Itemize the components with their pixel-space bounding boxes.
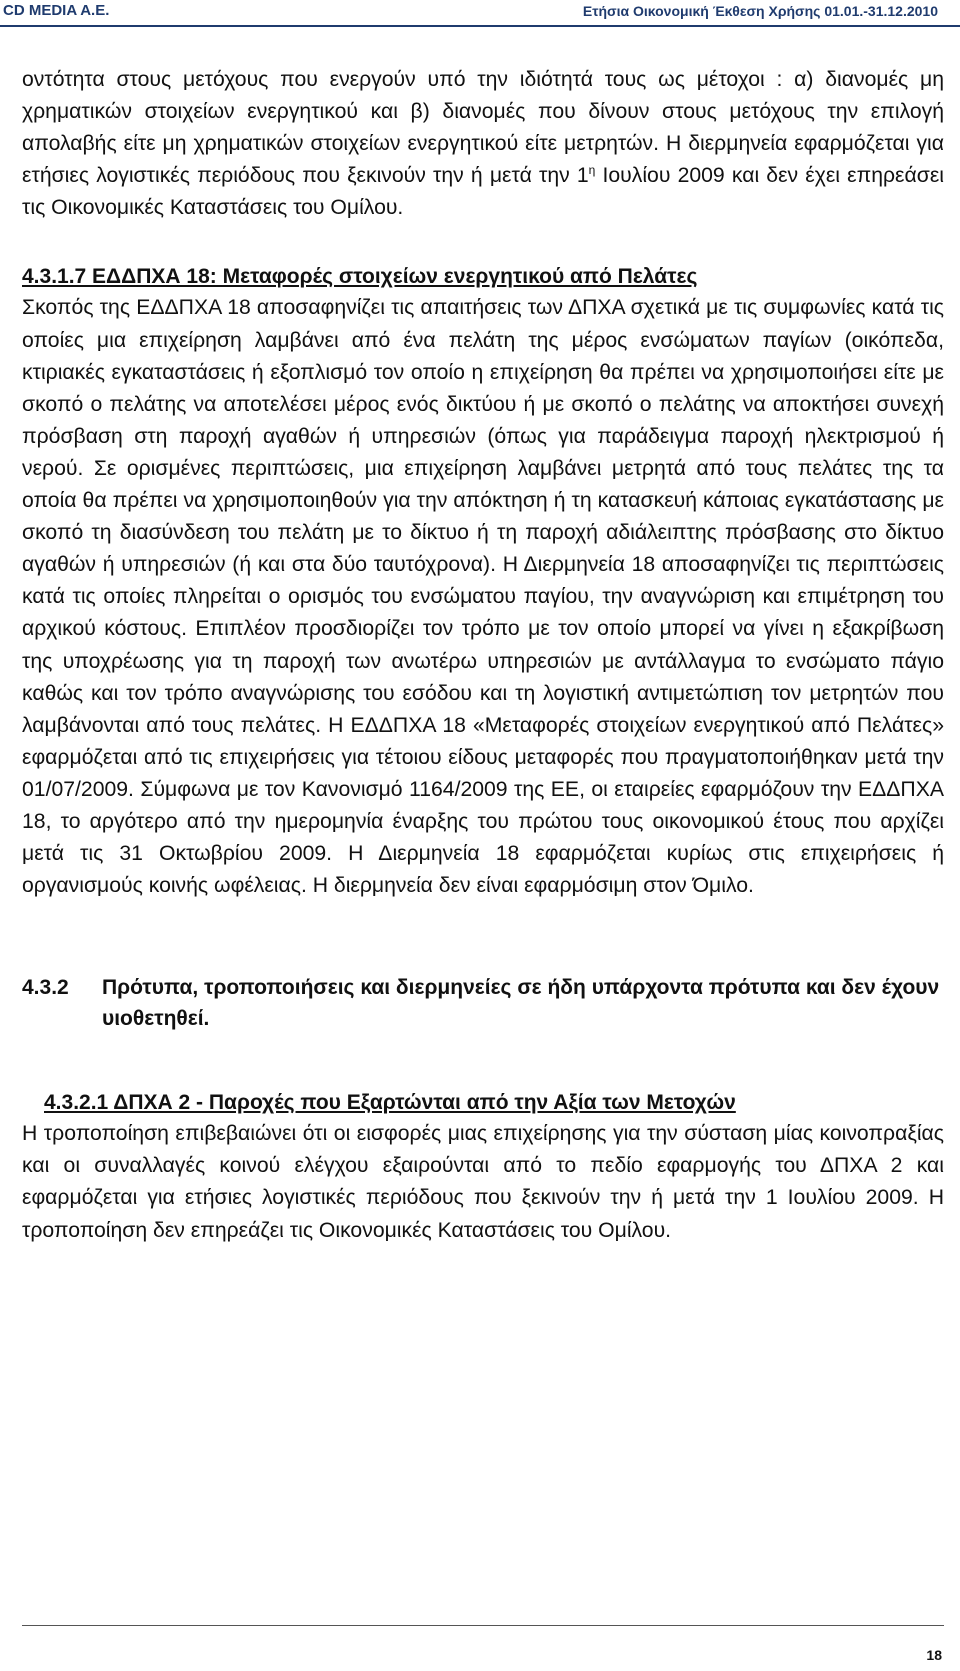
section-432-heading — [22, 972, 944, 1034]
section-4317-body: Σκοπός της ΕΔΔΠΧΑ 18 αποσαφηνίζει τις απαιτήσεις των ΔΠΧΑ σχετικά με τις συμφωνίες κατά τις οποίες μια επιχείρηση λαμβάνει από ένα πελάτη της μέρος ενσώματων παγίων (οικόπεδα, κτιριακές εγκαταστάσεις ή εξοπλισμό τον οποίο η επιχείρηση θα πρέπει να χρησιμοποιήσει είτε με σκοπό ο πελάτης να αποτελέσει μέρος ενός δικτύου ή με σκοπό ο πελάτης να αποκτήσει συνεχή πρόσβαση στη παροχή αγαθών ή υπηρεσιών (όπως για παράδειγμα παροχή ηλεκτρισμού ή νερού. Σε ορισμένες περιπτώσεις, μια επιχείρηση λαμβάνει μετρητά από τους πελάτες της τα οποία θα πρέπει να χρησιμοποιηθούν για την απόκτηση ή τη κατασκευή κάποιας εγκατάστασης με σκοπό τη διασύνδεση του πελάτη με το δίκτυο ή τη παροχή αδιάλειπτης πρόσβασης στο δίκτυο αγαθών ή υπηρεσιών (ή και στα δύο ταυτόχρονα). Η Διερμηνεία 18 αποσαφηνίζει τις περιπτώσεις κατά τις οποίες πληρείται ο ορισμός του ενσώματου παγίου, την αναγνώριση και επιμέτρηση του αρχικού κόστους. Επιπλέον προσδιορίζει τον τρόπο με τον οποίο μπορεί να γίνει η εξακρίβωση της υποχρέωσης για τη παροχή των ανωτέρω υπηρεσιών με αντάλλαγμα το ενσώματο πάγιο καθώς και τον τρόπο αναγνώρισης του εσόδου και τη λογιστική αντιμετώπιση τον μετρητών που λαμβάνονται από τους πελάτες. Η ΕΔΔΠΧΑ 18 «Μεταφορές στοιχείων ενεργητικού από Πελάτες» εφαρμόζεται από τις επιχειρήσεις για τέτοιου είδους μεταφορές που πραγματοποιήθηκαν μετά την 01/07/2009. Σύμφωνα με τον Κανονισμό 1164/2009 της ΕΕ, οι εταιρείες εφαρμόζουν την ΕΔΔΠΧΑ 18, το αργότερο από την ημερομηνία έναρξης του πρώτου τους οικονομικού έτους που αρχίζει μετά τις 31 Οκτωβρίου 2009. Η Διερμηνεία 18 εφαρμόζεται κυρίως στις επιχειρήσεις ή οργανισμούς κοινής ωφέλειας. Η διερμηνεία δεν είναι εφαρμόσιμη στον Όμιλο. — [22, 296, 944, 898]
intro-text-part1: οντότητα στους μετόχους που ενεργούν υπό την ιδιότητά τους ως μέτοχοι : α) διανομές μη χρηματικών στοιχείων ενεργητικού και β) διανομές που δίνουν στους μετόχους την επιλογή απολαβής είτε μη χρηματικών στοιχείων ενεργητικού είτε μετρητών. Η διερμηνεία εφαρμόζεται για ετήσιες λογιστικές περιόδους που ξεκινούν την ή μετά την 1 — [22, 68, 944, 188]
intro-superscript: η — [588, 163, 596, 178]
header-divider — [0, 25, 960, 27]
company-name: CD MEDIA A.E. — [3, 2, 110, 19]
page-header — [0, 0, 960, 28]
intro-paragraph — [22, 64, 944, 224]
page-number: 18 — [926, 1647, 942, 1663]
spacer — [22, 902, 944, 972]
section-4321-heading: 4.3.2.1 ΔΠΧΑ 2 - Παροχές που Εξαρτώνται από την Αξία των Μετοχών — [44, 1091, 736, 1115]
section-432-title: Πρότυπα, τροποποιήσεις και διερμηνείες σε ήδη υπάρχοντα πρότυπα και δεν έχουν υιοθετηθεί. — [102, 976, 940, 1031]
footer-divider — [22, 1625, 944, 1626]
report-title: Ετήσια Οικονομική Έκθεση Χρήσης 01.01.-31.12.2010 — [582, 3, 938, 19]
spacer — [22, 1034, 944, 1088]
section-4321-body: Η τροποποίηση επιβεβαιώνει ότι οι εισφορές μιας επιχείρησης για την σύσταση μίας κοινοπραξίας και οι συναλλαγές κοινού ελέγχου εξαιρούνται από το πεδίο εφαρμογής του ΔΠΧΑ 2 και εφαρμόζεται για ετήσιες λογιστικές περιόδους που ξεκινούν την ή μετά την 1 Ιουλίου 2009. Η τροποποίηση δεν επηρεάζει τις Οικονομικές Καταστάσεις του Ομίλου. — [22, 1122, 944, 1242]
section-4317-heading: 4.3.1.7 ΕΔΔΠΧΑ 18: Μεταφορές στοιχείων ενεργητικού από Πελάτες — [22, 265, 698, 289]
spacer — [22, 224, 944, 262]
intro-text-part2: Ιουλίου 2009 και δεν έχει επηρεάσει τις Οικονομικές Καταστάσεις του Ομίλου. — [22, 164, 944, 220]
section-432-number: 4.3.2 — [22, 976, 69, 1000]
document-body — [22, 64, 944, 1247]
